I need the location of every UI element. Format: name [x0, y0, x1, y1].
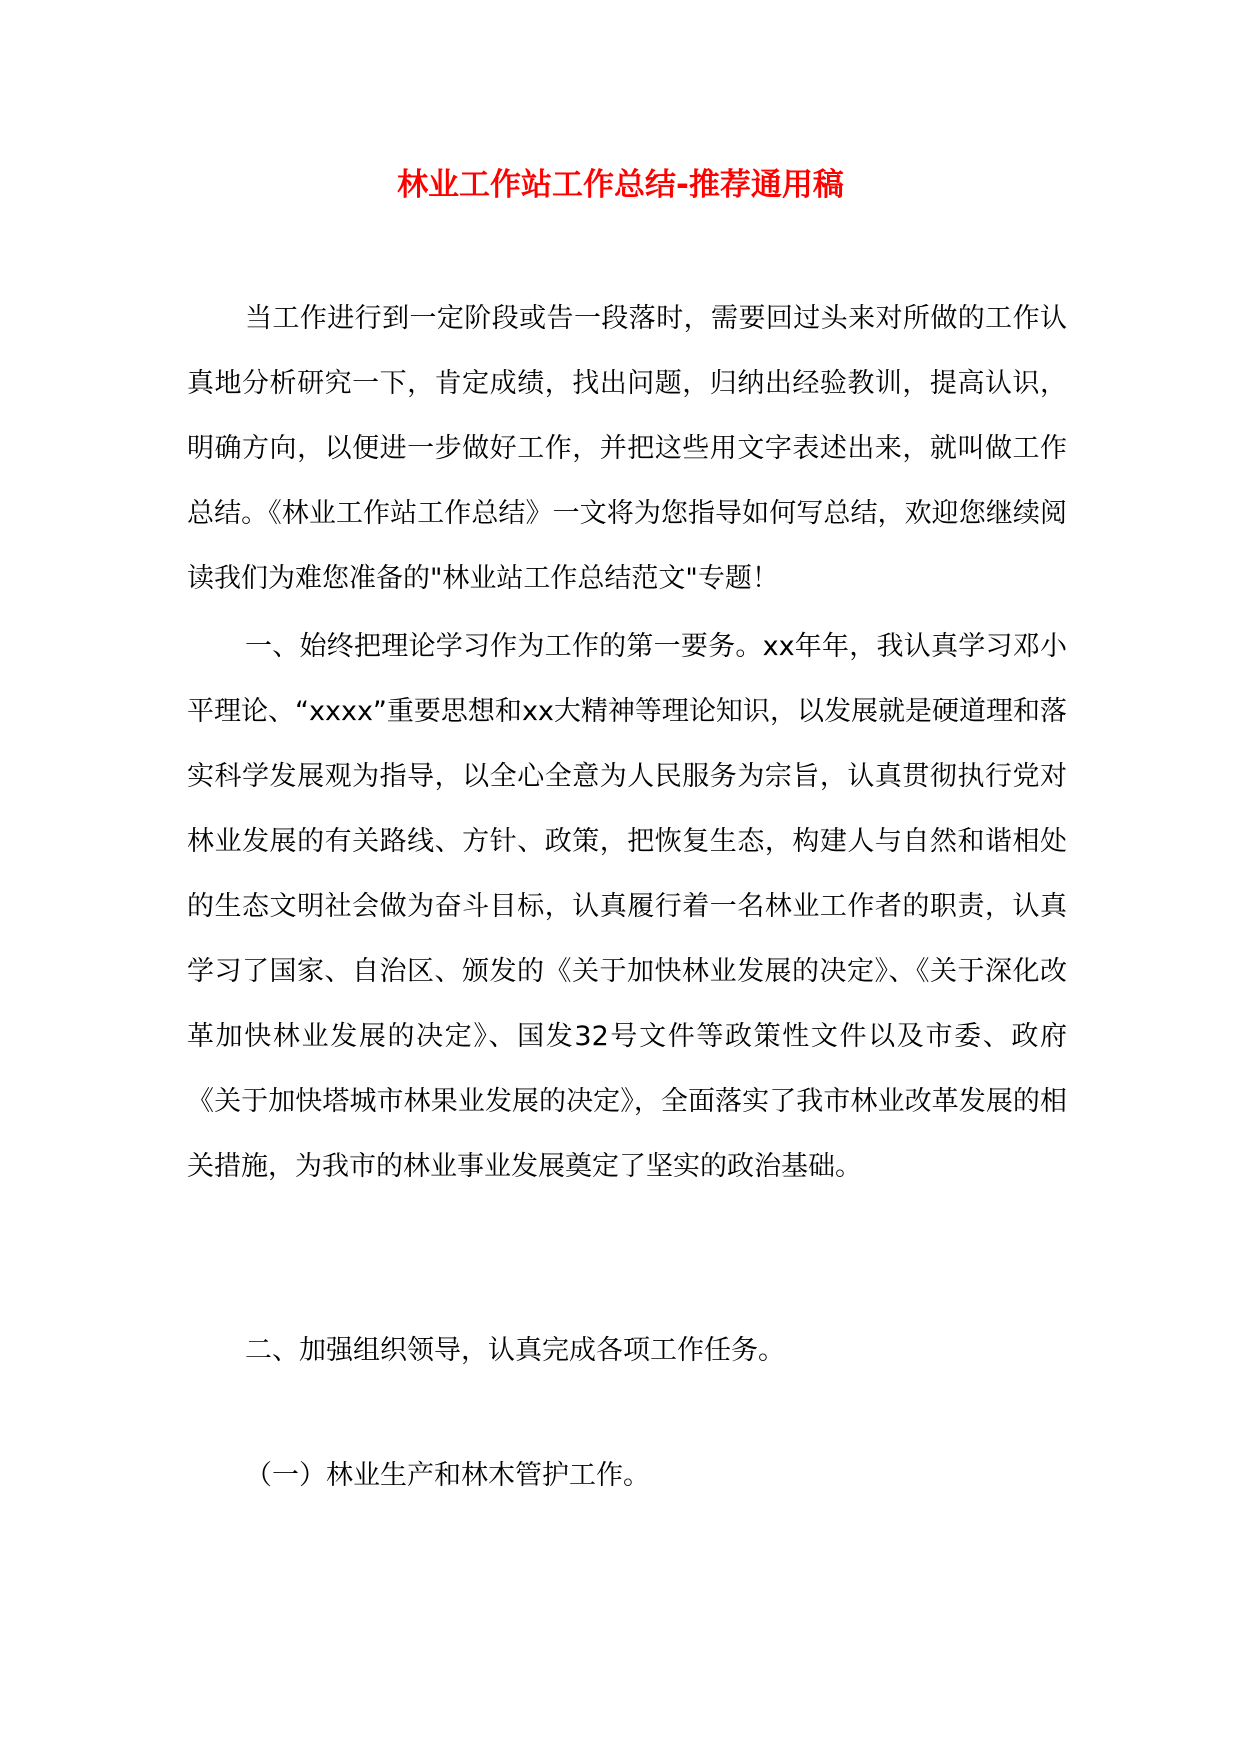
section-one-paragraph: 一、始终把理论学习作为工作的第一要务。xx年年，我认真学习邓小平理论、“xxxx”重要思想和xx大精神等理论知识，以发展就是硬道理和落实科学发展观为指导，以全心全意为人民服务为宗旨，认真贯彻执行党对林业发展的有关路线、方针、政策，把恢复生态，构建人与自然和谐相处的生态文明社会做为奋斗目标，认真履行着一名林业工作者的职责，认真学习了国家、自治区、颁发的《关于加快林业发展的决定》、《关于深化改革加快林业发展的决定》、国发32号文件等政策性文件以及市委、政府《关于加快塔城市林果业发展的决定》，全面落实了我市林业改革发展的相关措施，为我市的林业事业发展奠定了坚实的政治基础。 — [187, 631, 1067, 1182]
document-title: 林业工作站工作总结-推荐通用稿 — [397, 167, 844, 203]
intro-paragraph: 当工作进行到一定阶段或告一段落时，需要回过头来对所做的工作认真地分析研究一下，肯定成绩，找出问题，归纳出经验教训，提高认识，明确方向，以便进一步做好工作，并把这些用文字表述出来，就叫做工作总结。《林业工作站工作总结》一文将为您指导如何写总结，欢迎您继续阅读我们为难您准备的"林业站工作总结范文"专题！ — [187, 303, 1067, 594]
subsection-one-heading: （一）林业生产和林木管护工作。 — [245, 1460, 650, 1491]
section-two-heading: 二、加强组织领导，认真完成各项工作任务。 — [245, 1335, 785, 1366]
